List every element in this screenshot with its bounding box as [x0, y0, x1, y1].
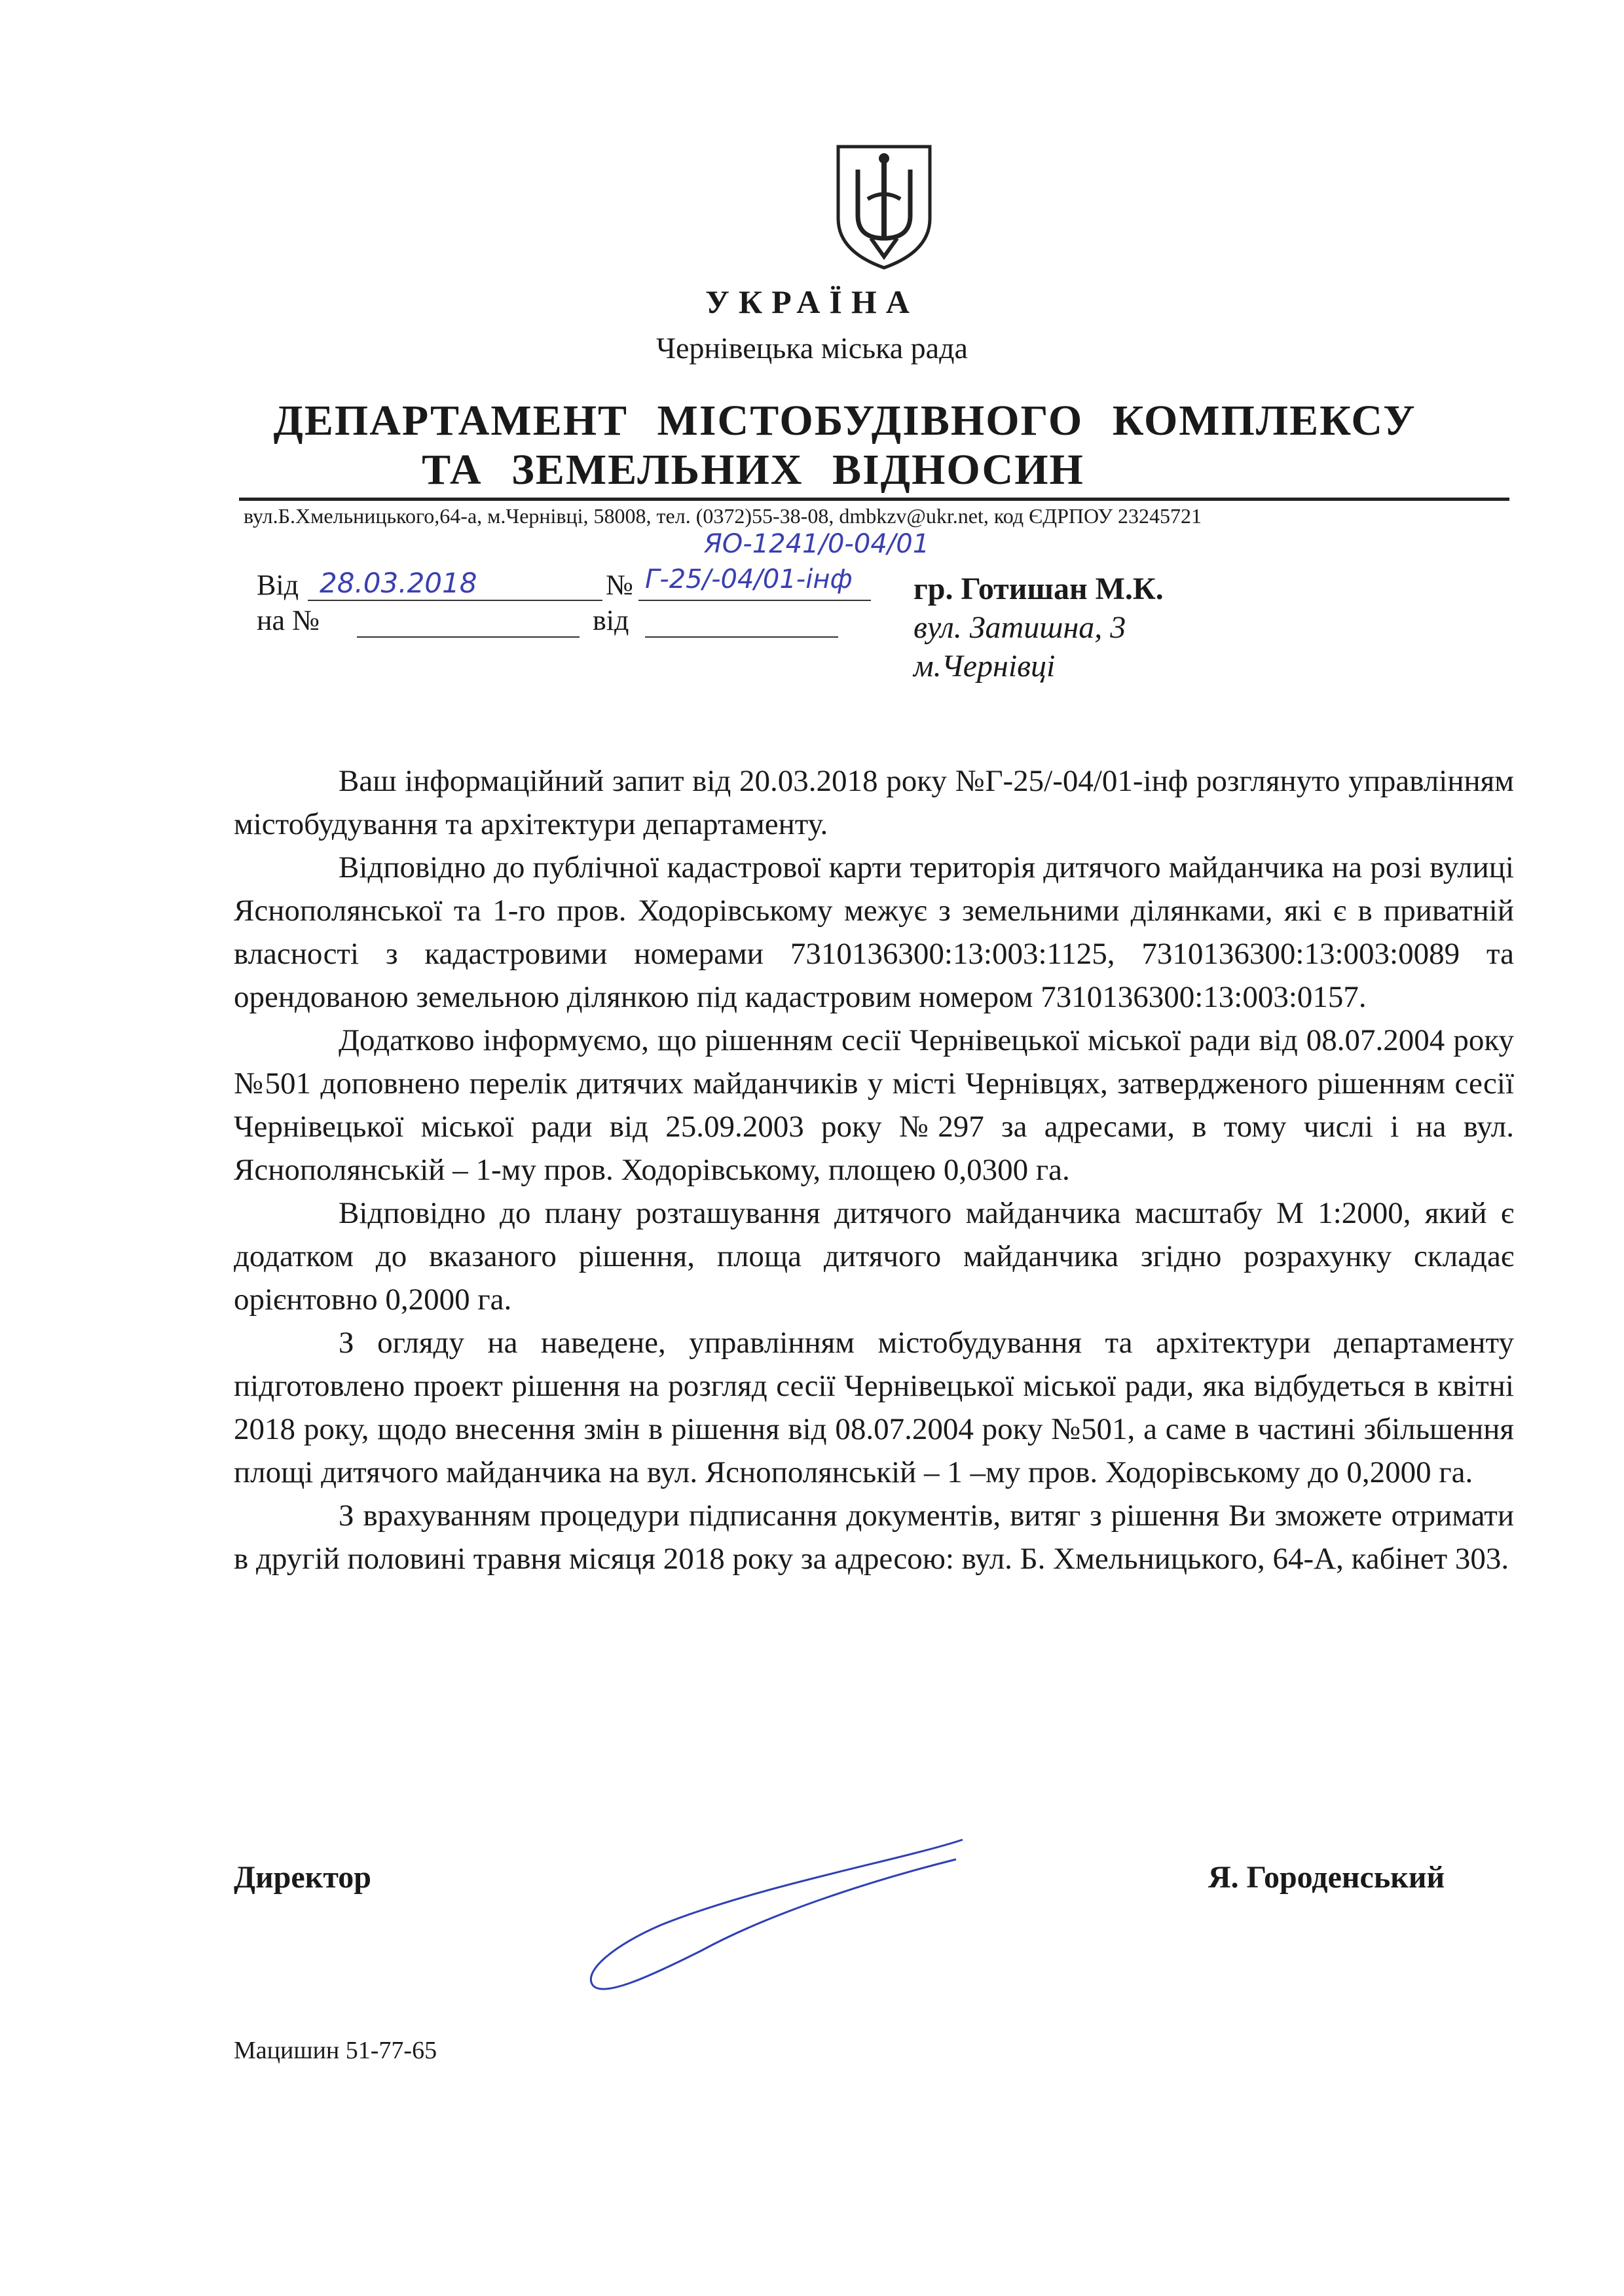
executor-contact: Мацишин 51-77-65 [234, 2037, 437, 2064]
body-paragraph: З огляду на наведене, управлінням містобудування та архітектури департаменту підготовлено проект рішення на розгляд сесії Чернівецької міської ради, яка відбудеться в квітні 2018 року, щодо внесення змін в рішення від 08.07.2004 року №501, а саме в частині збільшення площі дитячого майданчика на вул. Яснополянській – 1 –му пров. Ходорівському до 0,2000 га. [234, 1326, 1514, 1489]
council-name: Чернівецька міська рада [656, 331, 968, 365]
trident-icon [832, 140, 936, 271]
reply-to-label: на № [257, 604, 320, 636]
body-paragraph: Відповідно до публічної кадастрової карти територія дитячого майданчика на розі вулиці Яснополянської та 1-го пров. Ходорівському межує з земельними ділянками, які є в приватній власності з кадастровими номерами 7310136300:13:003:1125, 7310136300:13:003:0089 та орендованою земельною ділянкою під кадастровим номером 7310136300:13:003:0157. [234, 850, 1514, 1014]
registration-mark: ЯО-1241/0-04/01 [704, 529, 930, 559]
handwritten-signature [563, 1813, 982, 1997]
reply-number-line [357, 636, 580, 638]
department-name-line1: ДЕПАРТАМЕНТ МІСТОБУДІВНОГО КОМПЛЕКСУ [273, 397, 1416, 445]
department-address: вул.Б.Хмельницького,64-а, м.Чернівці, 58008, тел. (0372)55-38-08, dmbkzv@ukr.net, код ЄДРПОУ 23245721 [244, 504, 1202, 528]
letter-body [234, 759, 1514, 1580]
body-paragraph: Ваш інформаційний запит від 20.03.2018 року №Г-25/-04/01-інф розглянуто управлінням містобудування та архітектури департаменту. [234, 764, 1514, 841]
reply-date-line [645, 636, 838, 638]
letterhead-divider [239, 498, 1509, 501]
recipient-block [913, 571, 1164, 685]
department-name-line2: ТА ЗЕМЕЛЬНИХ ВІДНОСИН [422, 446, 1084, 494]
recipient-city: м.Чернівці [913, 649, 1056, 684]
from-label: Від [257, 569, 299, 601]
from-date-line [308, 600, 602, 601]
reply-date-label: від [593, 604, 629, 636]
country-title: УКРАЇНА [705, 283, 919, 320]
body-paragraph: З врахуванням процедури підписання документів, витяг з рішення Ви зможете отримати в другій половині травня місяця 2018 року за адресою: вул. Б. Хмельницького, 64-А, кабінет 303. [234, 1499, 1514, 1576]
recipient-street: вул. Затишна, 3 [913, 610, 1126, 646]
signatory-title: Директор [234, 1860, 371, 1895]
recipient-name: гр. Готишан М.К. [913, 572, 1164, 606]
signatory-name: Я. Городенський [1208, 1860, 1445, 1895]
body-paragraph: Відповідно до плану розташування дитячого майданчика масштабу М 1:2000, який є додатком до вказаного рішення, площа дитячого майданчика згідно розрахунку складає орієнтовно 0,2000 га. [234, 1196, 1514, 1317]
from-date: 28.03.2018 [320, 567, 477, 599]
number-label: № [606, 569, 633, 601]
number-line [638, 600, 871, 601]
body-paragraph: Додатково інформуємо, що рішенням сесії Чернівецької міської ради від 08.07.2004 року №501 доповнено перелік дитячих майданчиків у місті Чернівцях, затвердженого рішенням сесії Чернівецької міської ради від 25.09.2003 року №297 за адресами, в тому числі і на вул. Яснополянській – 1-му пров. Ходорівському, площею 0,0300 га. [234, 1023, 1514, 1187]
outgoing-number: Г-25/-04/01-інф [645, 564, 853, 594]
